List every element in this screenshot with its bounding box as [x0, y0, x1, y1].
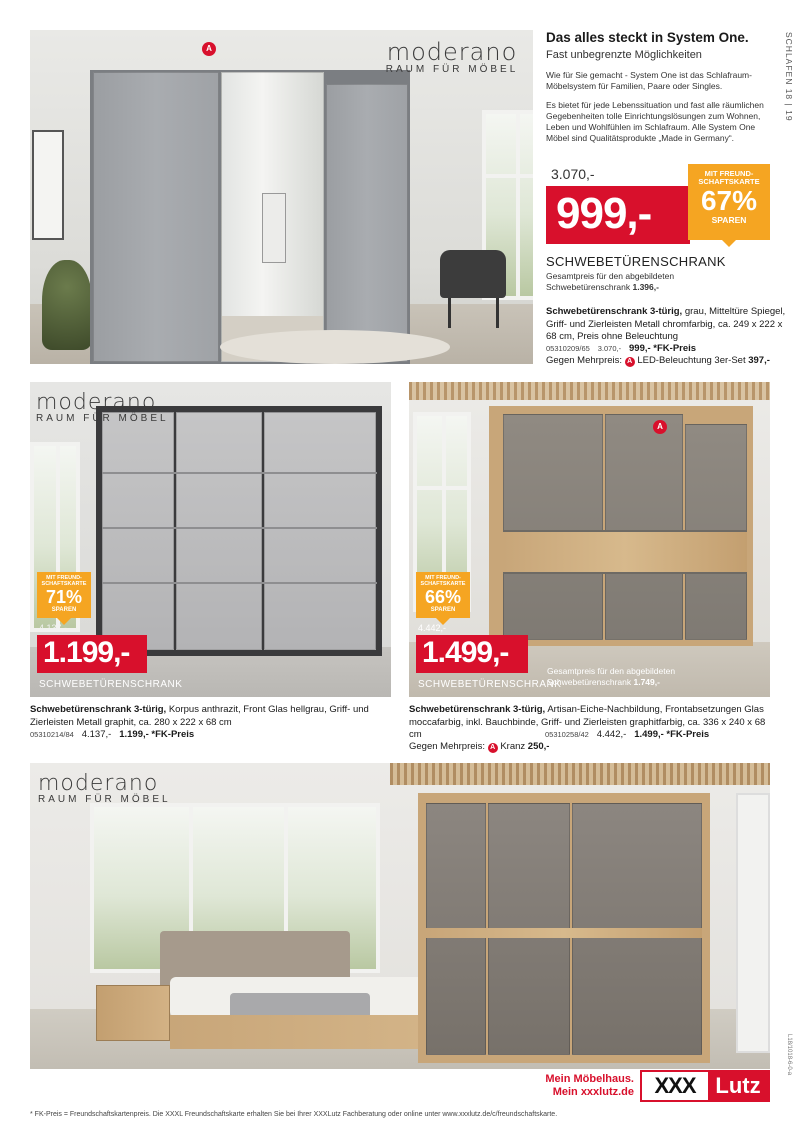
badge-save: SPAREN — [430, 607, 456, 613]
total-line-2: Schwebetürenschrank — [546, 282, 631, 292]
badge-line-2: SCHAFTSKARTE — [698, 177, 760, 186]
badge-line-1: MIT FREUND- — [425, 575, 461, 581]
extra-label: Gegen Mehrpreis: — [409, 741, 486, 752]
mini-a-icon: A — [488, 743, 498, 753]
total-line-2: Schwebetürenschrank — [547, 677, 632, 687]
total-label: Gesamtpreis für den abgebildeten — [547, 666, 676, 676]
moderano-logo — [382, 38, 522, 75]
desc-body: Artisan-Eiche-Nachbildung, Frontabsetzungen Glas moccafarbig, inkl. Bauchbinde, Griff- und Zierleisten graphitfarbig, ca. 336 x 240 x 68 cm — [409, 704, 766, 740]
total-label: Gesamtpreis für den abgebildeten — [546, 271, 675, 281]
print-code: L18/1018-6-0-a — [786, 1034, 792, 1076]
mid-left-article-line — [30, 729, 380, 742]
mid-left-description — [30, 704, 380, 729]
product-type: SCHWEBETÜRENSCHRANK — [546, 254, 726, 269]
mid-left-product-photo — [30, 382, 391, 697]
old-price: 3.070,- — [551, 166, 595, 182]
price-value: 1.199,- — [43, 636, 130, 669]
logo-claim: RAUM FÜR MÖBEL — [385, 64, 519, 75]
system-one-heading: Das alles steckt in System One. — [546, 30, 749, 45]
desc-body: Korpus anthrazit, Front Glas hellgrau, Griff- und Zierleisten Metall graphit, ca. 280 x 222 x 68 cm — [30, 704, 369, 728]
feature-a-marker: A — [202, 42, 216, 56]
old-price: 4.137,- — [39, 623, 68, 633]
article-old-price: 3.070,- — [597, 344, 622, 353]
extra-item: LED-Beleuchtung 3er-Set — [637, 355, 746, 366]
badge-line-1: MIT FREUND- — [46, 575, 82, 581]
price-value: 999,- — [556, 189, 652, 238]
logo-lutz: Lutz — [715, 1073, 761, 1098]
mini-a-icon: A — [625, 357, 635, 367]
total-value: 1.749,- — [633, 677, 660, 687]
article-fk-price: 1.499,- *FK-Preis — [634, 729, 710, 740]
total-price-note — [547, 666, 675, 688]
article-number: 05310214/84 — [30, 730, 74, 739]
footnote: * FK-Preis = Freundschaftskartenpreis. Die XXXL Freundschaftskarte erhalten Sie bei Ihrer XXXLutz Fachberatung oder online unter www.xxxlutz.de/c/freundschaftskarte. — [30, 1111, 558, 1118]
article-old-price: 4.442,- — [596, 729, 627, 740]
price-tag — [37, 635, 147, 673]
badge-percent: 71% — [45, 587, 83, 607]
intro-text-2: Es bietet für jede Lebenssituation und fast alle räumlichen Gegebenheiten tolle Einrichtungslösungen zum Wohnen, Leben und Wohlfühlen im Schlafraum. Alle System One Möbel sind Qualitätsprodukte „Made in Germany“. — [546, 100, 764, 143]
logo-brand: moderano — [386, 38, 518, 66]
price-tag — [546, 186, 690, 244]
system-one-subheading: Fast unbegrenzte Möglichkeiten — [546, 49, 702, 61]
intro-text-1: Wie für Sie gemacht - System One ist das Schlafraum-Möbelsystem für Familien, Paare oder Singles. — [546, 70, 752, 91]
footer-slogan — [520, 1073, 634, 1099]
product-caption: SCHWEBETÜRENSCHRANK — [418, 679, 562, 690]
old-price: 4.442,- — [418, 623, 447, 633]
top-article-line — [546, 343, 786, 356]
desc-title: Schwebetürenschrank 3-türig, — [409, 704, 546, 715]
slogan-line-1: Mein Möbelhaus. — [545, 1073, 634, 1085]
friendship-card-badge — [416, 572, 470, 618]
product-caption: SCHWEBETÜRENSCHRANK — [39, 679, 183, 690]
total-value: 1.396,- — [632, 282, 659, 292]
moderano-logo — [36, 390, 186, 424]
bottom-bedroom-photo — [30, 763, 770, 1069]
total-price-note — [546, 271, 674, 293]
badge-line-1: MIT FREUND- — [704, 169, 754, 178]
desc-title: Schwebetürenschrank 3-türig, — [546, 306, 683, 317]
extra-label: Gegen Mehrpreis: — [546, 355, 623, 366]
moderano-logo — [38, 771, 188, 805]
desc-title: Schwebetürenschrank 3-türig, — [30, 704, 167, 715]
extra-price: 397,- — [748, 355, 770, 366]
feature-a-marker: A — [653, 420, 667, 434]
article-old-price: 4.137,- — [81, 729, 112, 740]
friendship-card-badge — [688, 164, 770, 240]
logo-claim: RAUM FÜR MÖBEL — [38, 794, 171, 805]
badge-save: SPAREN — [711, 215, 747, 225]
top-extra-price — [546, 355, 786, 368]
mid-right-product-photo — [409, 382, 770, 697]
article-fk-price: 1.199,- *FK-Preis — [119, 729, 195, 740]
mid-right-extra-price — [409, 741, 709, 754]
desc-body: grau, Mitteltüre Spiegel, Griff- und Zierleisten Metall chromfarbig, ca. 249 x 222 x 68 cm, Preis ohne Beleuchtung — [546, 306, 786, 342]
xxxlutz-logo — [640, 1070, 770, 1102]
top-product-photo — [30, 30, 533, 364]
badge-line-2: SCHAFTSKARTE — [41, 581, 87, 587]
section-side-label: SCHLAFEN 18 | 19 — [784, 32, 794, 122]
article-number: 05310258/42 — [545, 730, 589, 739]
badge-percent: 66% — [424, 587, 462, 607]
slogan-line-2: Mein xxxlutz.de — [552, 1086, 634, 1098]
logo-brand: moderano — [36, 390, 157, 415]
article-fk-price: 999,- *FK-Preis — [629, 343, 697, 354]
badge-percent: 67% — [700, 185, 758, 216]
extra-price: 250,- — [527, 741, 550, 752]
extra-item: Kranz — [500, 741, 526, 752]
badge-save: SPAREN — [51, 607, 77, 613]
friendship-card-badge — [37, 572, 91, 618]
mid-right-article-line — [545, 729, 775, 742]
logo-brand: moderano — [38, 771, 159, 796]
top-product-description — [546, 306, 786, 344]
price-value: 1.499,- — [422, 636, 509, 669]
article-number: 05310209/65 — [546, 344, 590, 353]
badge-line-2: SCHAFTSKARTE — [420, 581, 466, 587]
logo-claim: RAUM FÜR MÖBEL — [36, 413, 169, 424]
price-tag — [416, 635, 528, 673]
logo-xxx: XXX — [642, 1072, 708, 1100]
